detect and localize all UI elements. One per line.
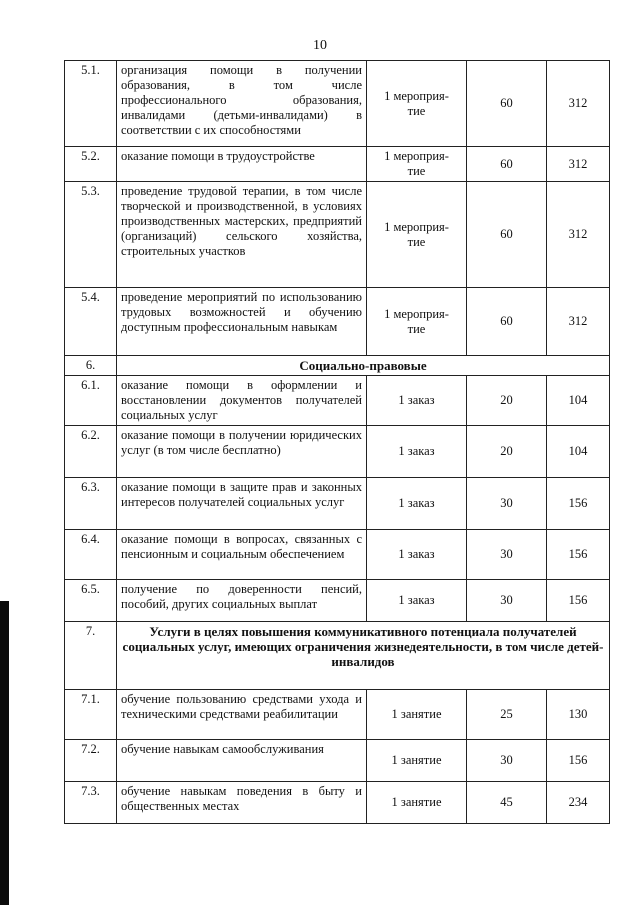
value-a: 60: [467, 182, 547, 288]
section-title: Услуги в целях повышения коммуникативного потенциала получателей социальных услуг, имеющих ограничения жизнедеятельности, в том числе детей-инвалидов: [117, 622, 610, 690]
value-b: 156: [547, 740, 610, 782]
value-a: 20: [467, 426, 547, 478]
service-description: организация помощи в получении образования, в том числе профессионального образования, инвалидами (детьми-инвалидами) в соответствии с их способностями: [117, 61, 367, 147]
value-b: 234: [547, 782, 610, 824]
value-b: 312: [547, 147, 610, 182]
row-number: 7.1.: [65, 690, 117, 740]
unit-of-service: 1 мероприя- тие: [367, 147, 467, 182]
unit-of-service: 1 занятие: [367, 690, 467, 740]
row-number: 5.1.: [65, 61, 117, 147]
value-b: 312: [547, 182, 610, 288]
value-a: 60: [467, 61, 547, 147]
page-number: 10: [313, 38, 327, 53]
row-number: 6.5.: [65, 580, 117, 622]
section-row: [65, 622, 610, 690]
unit-of-service: 1 заказ: [367, 426, 467, 478]
row-number: 6.1.: [65, 376, 117, 426]
value-b: 104: [547, 426, 610, 478]
row-number: 7.3.: [65, 782, 117, 824]
table-row: [65, 61, 610, 147]
row-number: 6.: [65, 356, 117, 376]
unit-of-service: 1 мероприя- тие: [367, 182, 467, 288]
section-row: [65, 356, 610, 376]
value-a: 25: [467, 690, 547, 740]
row-number: 7.: [65, 622, 117, 690]
row-number: 6.3.: [65, 478, 117, 530]
row-number: 6.4.: [65, 530, 117, 580]
value-b: 156: [547, 530, 610, 580]
table-row: [65, 288, 610, 356]
row-number: 5.3.: [65, 182, 117, 288]
service-description: обучение пользованию средствами ухода и техническими средствами реабилитации: [117, 690, 367, 740]
service-description: оказание помощи в вопросах, связанных с пенсионным и социальным обеспечением: [117, 530, 367, 580]
value-b: 312: [547, 61, 610, 147]
value-a: 60: [467, 147, 547, 182]
unit-of-service: 1 заказ: [367, 530, 467, 580]
table-row: [65, 147, 610, 182]
service-description: оказание помощи в оформлении и восстановлении документов получателей социальных услуг: [117, 376, 367, 426]
service-description: обучение навыкам самообслуживания: [117, 740, 367, 782]
row-number: 5.2.: [65, 147, 117, 182]
service-description: оказание помощи в трудоустройстве: [117, 147, 367, 182]
row-number: 5.4.: [65, 288, 117, 356]
value-a: 30: [467, 478, 547, 530]
value-a: 30: [467, 580, 547, 622]
unit-of-service: 1 заказ: [367, 580, 467, 622]
table-row: [65, 782, 610, 824]
service-description: обучение навыкам поведения в быту и общественных местах: [117, 782, 367, 824]
value-b: 130: [547, 690, 610, 740]
service-description: оказание помощи в защите прав и законных интересов получателей социальных услуг: [117, 478, 367, 530]
value-b: 156: [547, 478, 610, 530]
value-b: 312: [547, 288, 610, 356]
table-row: [65, 530, 610, 580]
unit-of-service: 1 мероприя- тие: [367, 61, 467, 147]
section-title: Социально-правовые: [117, 356, 610, 376]
row-number: 7.2.: [65, 740, 117, 782]
value-b: 104: [547, 376, 610, 426]
services-table: [64, 60, 610, 824]
table-row: [65, 740, 610, 782]
service-description: получение по доверенности пенсий, пособий, других социальных выплат: [117, 580, 367, 622]
service-description: проведение мероприятий по использованию трудовых возможностей и обучению доступным профессиональным навыкам: [117, 288, 367, 356]
unit-of-service: 1 заказ: [367, 478, 467, 530]
unit-of-service: 1 занятие: [367, 740, 467, 782]
table-row: [65, 376, 610, 426]
table-row: [65, 580, 610, 622]
table-row: [65, 478, 610, 530]
value-b: 156: [547, 580, 610, 622]
value-a: 20: [467, 376, 547, 426]
table-row: [65, 426, 610, 478]
unit-of-service: 1 мероприя- тие: [367, 288, 467, 356]
table-row: [65, 182, 610, 288]
value-a: 30: [467, 530, 547, 580]
service-description: оказание помощи в получении юридических услуг (в том числе бесплатно): [117, 426, 367, 478]
table-row: [65, 690, 610, 740]
value-a: 45: [467, 782, 547, 824]
unit-of-service: 1 занятие: [367, 782, 467, 824]
value-a: 60: [467, 288, 547, 356]
service-description: проведение трудовой терапии, в том числе творческой и производственной, в условиях производственных мастерских, предприятий (организаций) сельского хозяйства, строительных участков: [117, 182, 367, 288]
unit-of-service: 1 заказ: [367, 376, 467, 426]
scan-edge-shadow: [0, 601, 9, 905]
value-a: 30: [467, 740, 547, 782]
row-number: 6.2.: [65, 426, 117, 478]
